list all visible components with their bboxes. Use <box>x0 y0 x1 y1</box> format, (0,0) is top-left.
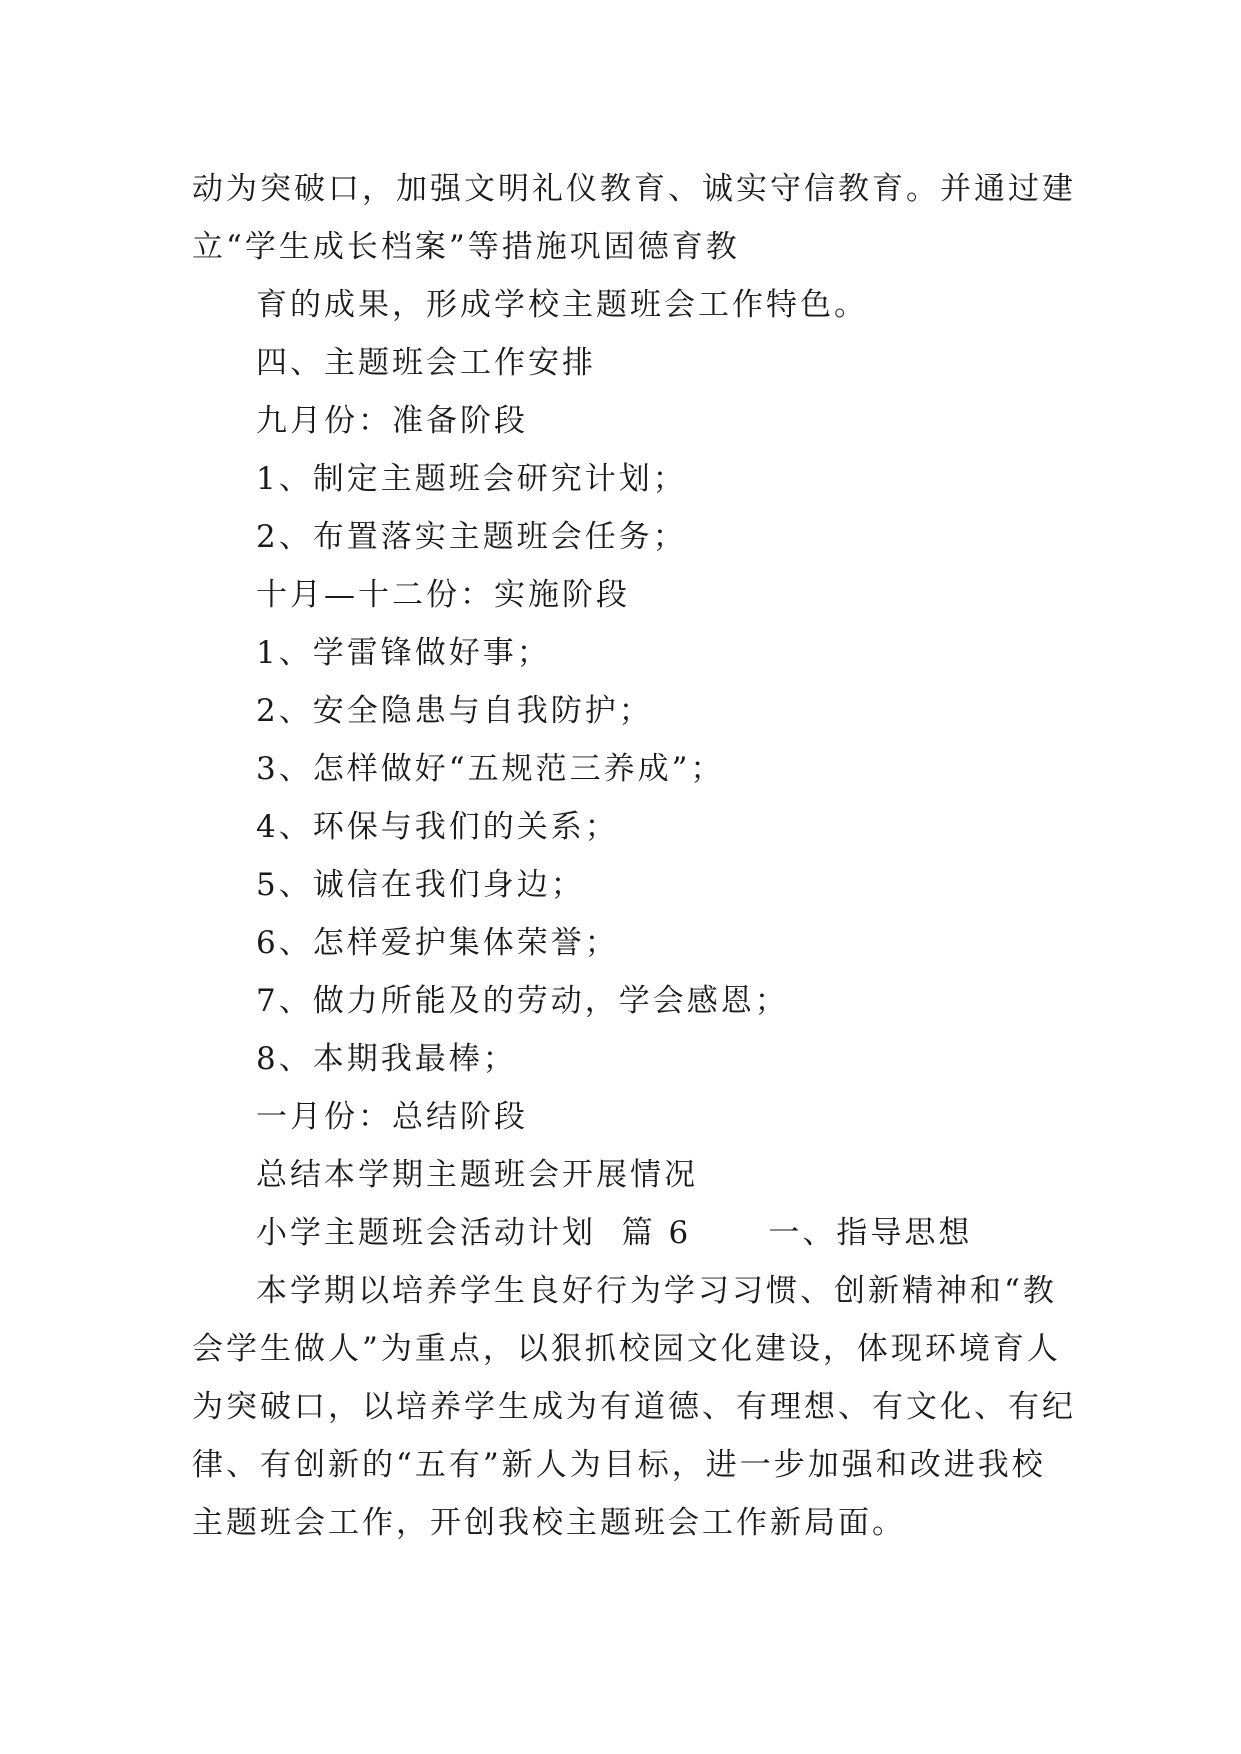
list-item: 8、本期我最棒； <box>256 1041 517 1077</box>
text-line: 育的成果，形成学校主题班会工作特色。 <box>256 287 868 323</box>
list-item: 2、安全隐患与自我防护； <box>256 693 653 729</box>
document-body <box>192 160 1076 1552</box>
text-line: 为突破口，以培养学生成为有道德、有理想、有文化、有纪 <box>192 1389 1076 1425</box>
article-heading: 小学主题班会活动计划 篇 6 一、指导思想 <box>256 1215 973 1251</box>
list-item: 6、怎样爱护集体荣誉； <box>256 925 619 961</box>
list-item: 3、怎样做好“五规范三养成”； <box>256 751 725 787</box>
list-item: 4、环保与我们的关系； <box>256 809 619 845</box>
list-item: 2、布置落实主题班会任务； <box>256 519 687 555</box>
text-line: 立“学生成长档案”等措施巩固德育教 <box>192 229 740 265</box>
list-item: 1、学雷锋做好事； <box>256 635 551 671</box>
phase-heading: 十月—十二份：实施阶段 <box>256 577 630 613</box>
list-item: 7、做力所能及的劳动，学会感恩； <box>256 983 789 1019</box>
text-line: 主题班会工作，开创我校主题班会工作新局面。 <box>192 1505 906 1541</box>
phase-heading: 一月份：总结阶段 <box>256 1099 528 1135</box>
text-line: 本学期以培养学生良好行为学习习惯、创新精神和“教 <box>256 1273 1057 1309</box>
text-line: 律、有创新的“五有”新人为目标，进一步加强和改进我校 <box>192 1447 1046 1483</box>
text-line: 会学生做人”为重点，以狠抓校园文化建设，体现环境育人 <box>192 1331 1061 1367</box>
phase-heading: 九月份：准备阶段 <box>256 403 528 439</box>
text-line: 动为突破口，加强文明礼仪教育、诚实守信教育。并通过建 <box>192 171 1076 207</box>
section-heading: 四、主题班会工作安排 <box>256 345 596 381</box>
list-item: 1、制定主题班会研究计划； <box>256 461 687 497</box>
list-item: 5、诚信在我们身边； <box>256 867 585 903</box>
text-line: 总结本学期主题班会开展情况 <box>256 1157 698 1193</box>
